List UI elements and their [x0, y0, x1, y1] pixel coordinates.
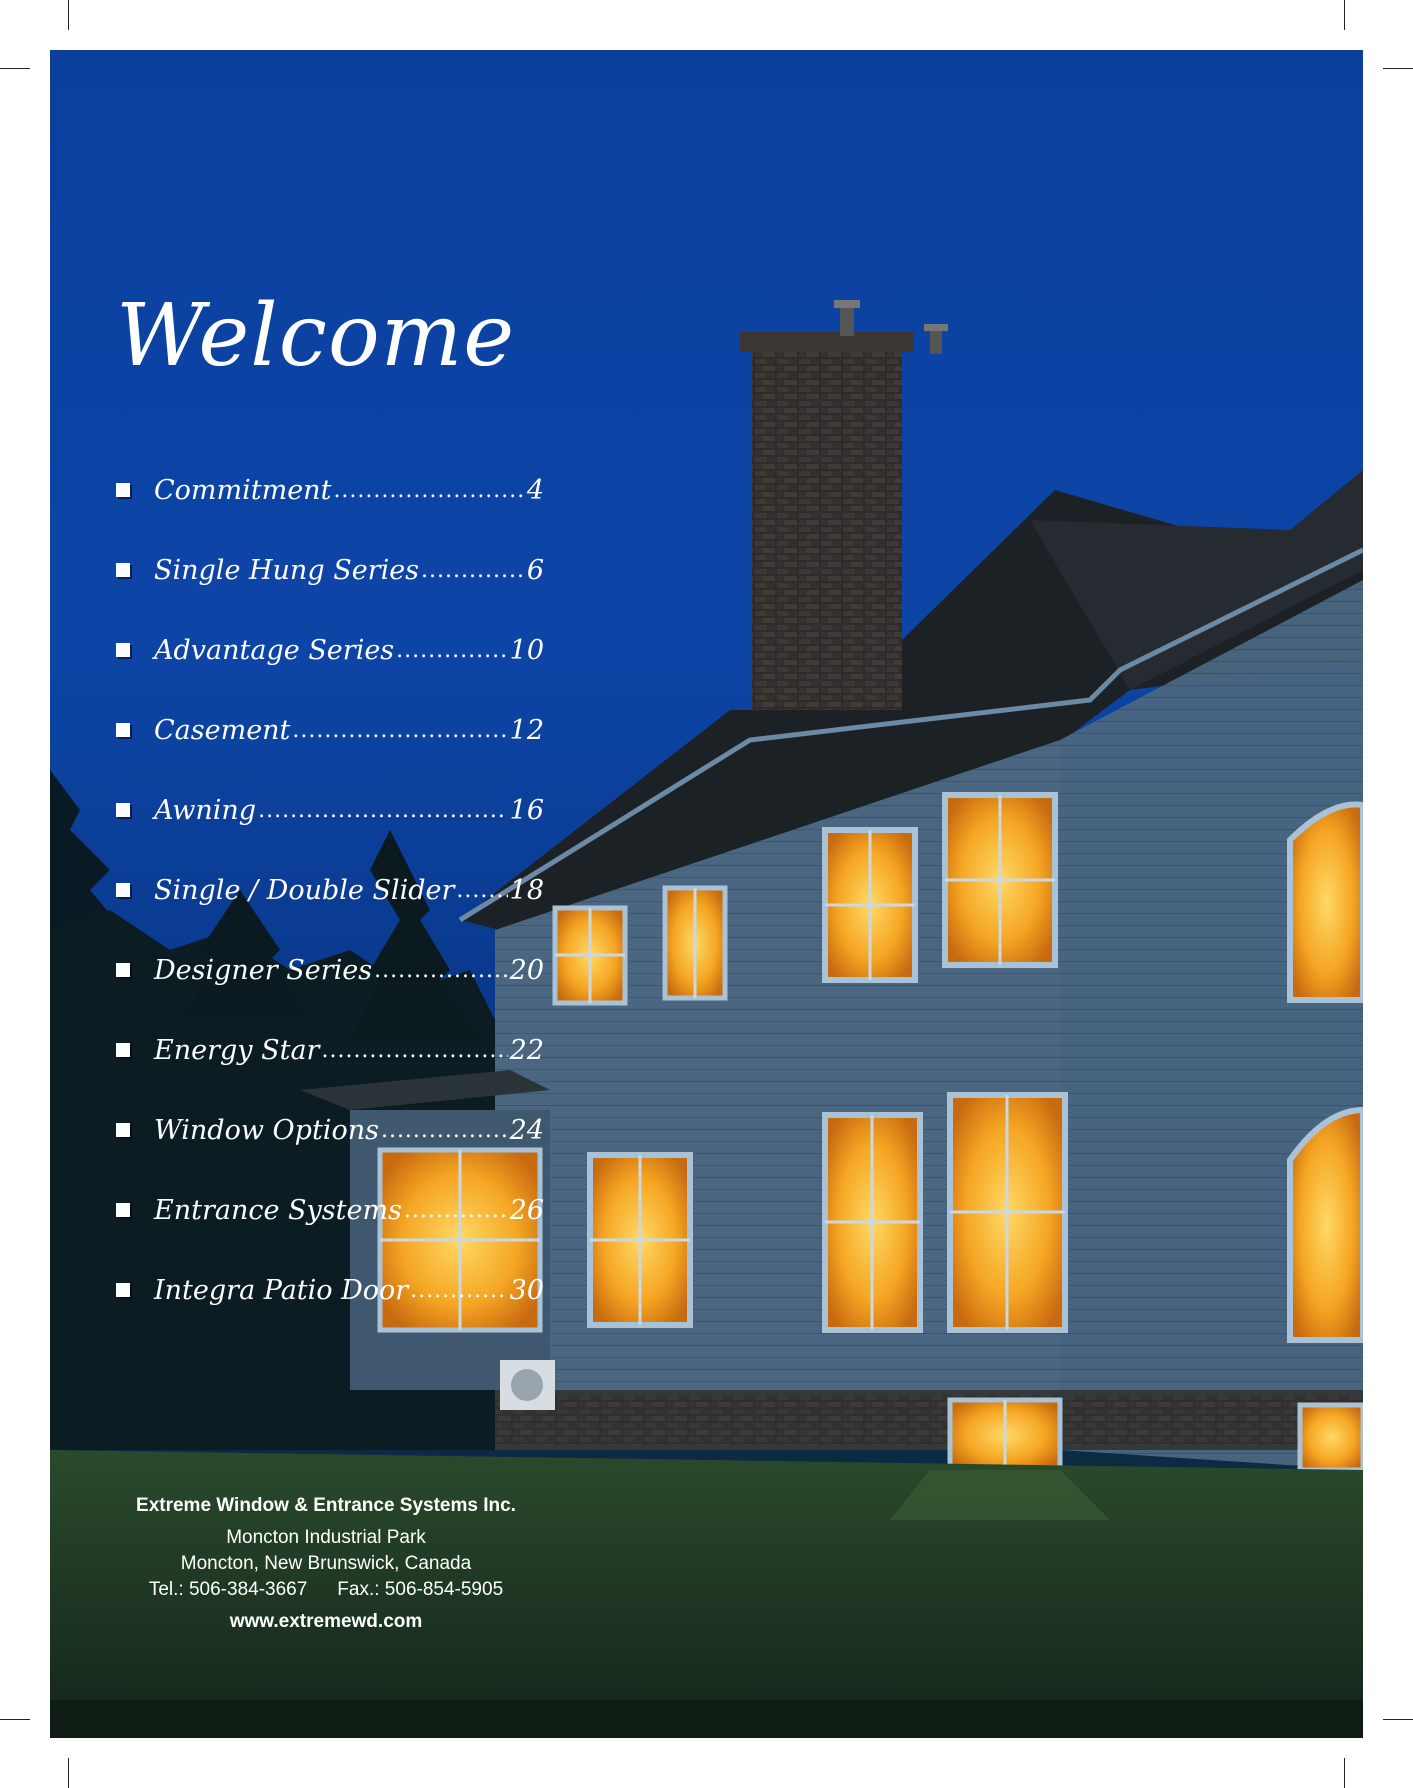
crop-mark [68, 1758, 69, 1788]
crop-mark [1344, 1758, 1345, 1788]
toc-item-page: 22 [509, 1034, 544, 1066]
page-title: Welcome [116, 286, 516, 386]
crop-mark [1383, 68, 1413, 69]
address-line-1: Moncton Industrial Park [226, 1527, 426, 1548]
cover-panel [50, 50, 1363, 1738]
toc-item-awning[interactable] [116, 770, 544, 850]
square-bullet-icon [116, 963, 130, 977]
toc-item-page: 18 [509, 874, 544, 906]
crop-mark [1383, 1719, 1413, 1720]
dot-leader [321, 1038, 507, 1063]
toc-item-page: 4 [526, 474, 544, 506]
toc-item-label: Advantage Series [154, 634, 395, 666]
dot-leader [396, 638, 507, 663]
square-bullet-icon [116, 1283, 130, 1297]
toc-item-casement[interactable] [116, 690, 544, 770]
address-line-2: Moncton, New Brunswick, Canada [180, 1553, 472, 1574]
square-bullet-icon [116, 483, 130, 497]
toc-item-entrance-systems[interactable] [116, 1170, 544, 1250]
dot-leader [374, 958, 508, 983]
toc-item-label: Awning [154, 794, 257, 826]
toc-item-label: Designer Series [154, 954, 373, 986]
square-bullet-icon [116, 1043, 130, 1057]
dot-leader [410, 1278, 507, 1303]
toc-item-label: Casement [154, 714, 291, 746]
toc-item-label: Single / Double Slider [154, 874, 455, 906]
crop-mark [0, 1719, 30, 1720]
toc-item-label: Single Hung Series [154, 554, 420, 586]
toc-item-label: Integra Patio Door [154, 1274, 409, 1306]
square-bullet-icon [116, 883, 130, 897]
dot-leader [421, 558, 525, 583]
toc-item-single-hung-series[interactable] [116, 530, 544, 610]
dot-leader [292, 718, 507, 743]
fax: Fax.: 506-854-5905 [337, 1579, 504, 1600]
company-info [116, 1495, 536, 1633]
dot-leader [258, 798, 508, 823]
toc-item-single-double-slider[interactable] [116, 850, 544, 930]
toc-item-page: 24 [509, 1114, 544, 1146]
toc-item-label: Entrance Systems [154, 1194, 402, 1226]
toc-item-label: Commitment [154, 474, 332, 506]
toc-item-energy-star[interactable] [116, 1010, 544, 1090]
telephone: Tel.: 506-384-3667 [148, 1579, 308, 1600]
toc-item-label: Window Options [154, 1114, 379, 1146]
toc-item-page: 12 [509, 714, 544, 746]
table-of-contents [116, 450, 544, 1330]
toc-item-advantage-series[interactable] [116, 610, 544, 690]
toc-item-commitment[interactable] [116, 450, 544, 530]
dot-leader [333, 478, 524, 503]
dot-leader [404, 1198, 508, 1223]
square-bullet-icon [116, 1203, 130, 1217]
contact-numbers [116, 1577, 536, 1603]
toc-item-page: 26 [509, 1194, 544, 1226]
toc-item-page: 10 [509, 634, 544, 666]
crop-mark [68, 0, 69, 30]
toc-item-window-options[interactable] [116, 1090, 544, 1170]
square-bullet-icon [116, 723, 130, 737]
square-bullet-icon [116, 643, 130, 657]
website-link[interactable]: www.extremewd.com [229, 1611, 423, 1632]
toc-item-page: 30 [509, 1274, 544, 1306]
crop-mark [0, 68, 30, 69]
toc-item-page: 20 [509, 954, 544, 986]
square-bullet-icon [116, 563, 130, 577]
square-bullet-icon [116, 803, 130, 817]
toc-item-label: Energy Star [154, 1034, 320, 1066]
dot-leader [381, 1118, 508, 1143]
square-bullet-icon [116, 1123, 130, 1137]
toc-item-designer-series[interactable] [116, 930, 544, 1010]
dot-leader [456, 878, 507, 903]
toc-item-page: 6 [526, 554, 544, 586]
company-name: Extreme Window & Entrance Systems Inc. [136, 1495, 516, 1516]
toc-item-integra-patio-door[interactable] [116, 1250, 544, 1330]
toc-item-page: 16 [509, 794, 544, 826]
crop-mark [1344, 0, 1345, 30]
